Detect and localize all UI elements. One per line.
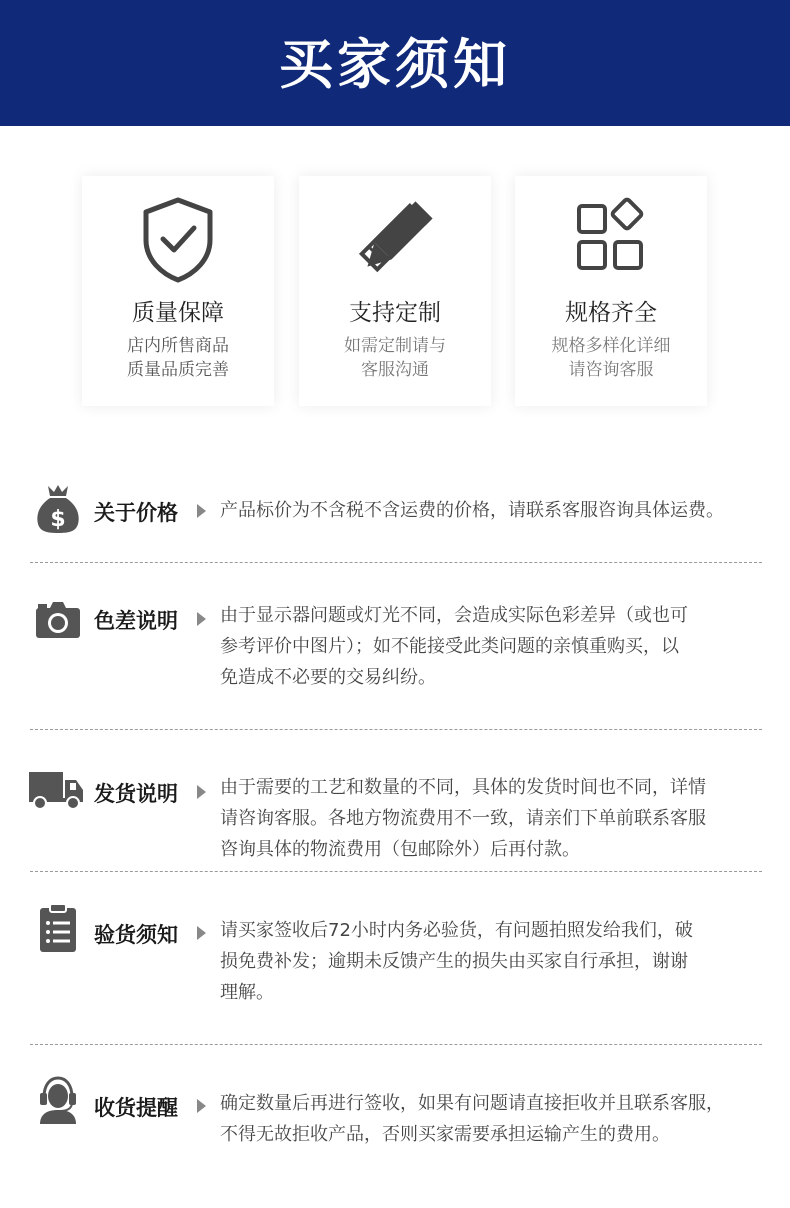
shield-check-icon xyxy=(82,194,274,284)
arrow-right-icon xyxy=(197,1099,206,1113)
feature-card-desc: 规格多样化详细 请咨询客服 xyxy=(551,336,671,380)
feature-card-title: 规格齐全 xyxy=(565,300,657,326)
arrow-right-icon xyxy=(197,612,206,626)
page-title: 买家须知 xyxy=(279,32,511,96)
grid-shapes-icon xyxy=(515,194,707,284)
arrow-right-icon xyxy=(197,926,206,940)
divider xyxy=(30,729,762,730)
divider xyxy=(30,562,762,563)
arrow-right-icon xyxy=(197,504,206,518)
feature-card-desc: 店内所售商品 质量品质完善 xyxy=(127,336,229,380)
truck-icon xyxy=(28,766,84,814)
notice-label: 验货须知 xyxy=(94,923,178,947)
feature-card-desc: 如需定制请与 客服沟通 xyxy=(344,336,446,380)
clipboard-icon xyxy=(30,903,86,953)
feature-card-quality xyxy=(82,176,274,406)
feature-card-title: 支持定制 xyxy=(349,300,441,326)
notice-label: 收货提醒 xyxy=(94,1096,178,1120)
notice-text: 由于需要的工艺和数量的不同，具体的发货时间也不同，详情 请咨询客服。各地方物流费用不一致，请亲们下单前联系客服 咨询具体的物流费用（包邮除外）后再付款。 xyxy=(220,777,706,860)
notice-text: 产品标价为不含税不含运费的价格，请联系客服咨询具体运费。 xyxy=(220,500,724,521)
svg-text:$: $ xyxy=(50,507,66,532)
notice-text: 由于显示器问题或灯光不同，会造成实际色彩差异（或也可 参考评价中图片）；如不能接受此类问题的亲慎重购买，以 免造成不必要的交易纠纷。 xyxy=(220,605,688,688)
pencil-ruler-icon xyxy=(299,194,491,284)
feature-card-title: 质量保障 xyxy=(132,300,224,326)
divider xyxy=(30,871,762,872)
arrow-right-icon xyxy=(197,785,206,799)
feature-cards xyxy=(0,176,790,408)
customer-service-icon xyxy=(30,1075,86,1125)
notice-label: 发货说明 xyxy=(94,782,178,806)
divider xyxy=(30,1044,762,1045)
notice-text: 请买家签收后72小时内务必验货，有问题拍照发给我们，破 损免费补发；逾期未反馈产生的损失由买家自行承担，谢谢 理解。 xyxy=(220,920,693,1003)
notice-label: 关于价格 xyxy=(94,501,178,525)
notice-label: 色差说明 xyxy=(94,609,178,633)
feature-card-specs xyxy=(515,176,707,406)
money-bag-icon xyxy=(30,484,86,532)
notice-text: 确定数量后再进行签收，如果有问题请直接拒收并且联系客服， 不得无故拒收产品，否则买家需要承担运输产生的费用。 xyxy=(220,1093,724,1145)
header-banner xyxy=(0,0,790,126)
feature-card-custom xyxy=(299,176,491,406)
camera-icon xyxy=(30,596,86,644)
